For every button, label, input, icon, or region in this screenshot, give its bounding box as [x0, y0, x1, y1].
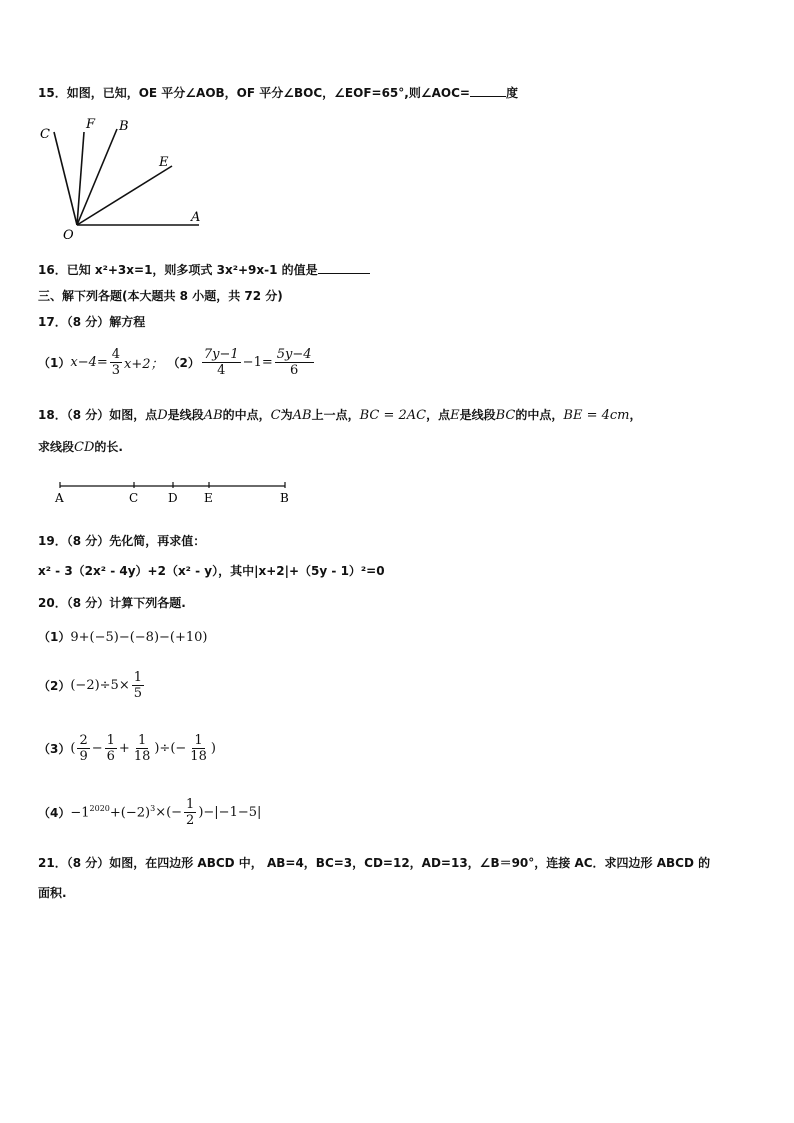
q20-p1 — [38, 628, 208, 645]
q17-p2-fraction2 — [275, 347, 314, 378]
q15-angle-figure — [35, 115, 215, 245]
q16-question: 16．已知 x²+3x=1，则多项式 3x²+9x-1 的值是 — [38, 263, 318, 277]
q15-answer-blank[interactable] — [470, 85, 506, 97]
q20-p2-fraction — [132, 670, 144, 701]
q21-line2-text: 面积. — [38, 886, 67, 900]
q20-p4-c: ×(− — [155, 805, 183, 820]
q17-p2-fraction1 — [202, 347, 241, 378]
q17-p2-mid: −1= — [242, 355, 273, 370]
section3-title — [38, 287, 283, 304]
q18-text-h: 的中点， — [515, 408, 564, 422]
frac-den: 6 — [289, 363, 299, 378]
q18-line1 — [38, 406, 642, 423]
q19-expression: x² - 3（2x² - 4y）+2（x² - y），其中|x+2|+（5y - 1）²=0 — [38, 564, 385, 578]
q20-p3-label: （3） — [38, 742, 71, 756]
q20-p4-fraction — [184, 797, 196, 828]
q20-p4-a: −1 — [70, 805, 90, 821]
frac-num: 1 — [133, 670, 143, 685]
q18-text-b: 是线段 — [167, 408, 204, 422]
frac-num: 7y−1 — [203, 347, 239, 362]
frac-num: 1 — [194, 733, 203, 748]
frac-num: 4 — [111, 347, 121, 362]
q18-line2 — [38, 438, 123, 455]
frac-num: 2 — [79, 733, 88, 748]
q20-p3-frac4 — [188, 733, 209, 764]
q20-p2 — [38, 670, 146, 701]
q17-p2-label: （2） — [167, 356, 200, 370]
q20-p4-exp1: 2020 — [89, 804, 110, 814]
q18-BC: BC — [495, 408, 516, 423]
q18-C: C — [270, 408, 281, 423]
label-O: O — [63, 228, 74, 243]
label-B: B — [119, 119, 129, 134]
frac-den: 3 — [111, 363, 121, 378]
q17-equations — [38, 347, 316, 378]
q15-question: 15．如图，已知，OE 平分∠AOB，OF 平分∠BOC，∠EOF=65°,则∠AOC= — [38, 86, 470, 100]
label-A: A — [191, 210, 201, 225]
q21-line1-text: 21．（8 分）如图，在四边形 ABCD 中， AB=4，BC=3，CD=12，AD=13，∠B＝90°，连接 AC．求四边形 ABCD 的 — [38, 856, 711, 870]
q15-unit: 度 — [505, 86, 518, 100]
q20-p3-end: ) — [210, 741, 216, 756]
q16-answer-blank[interactable] — [318, 262, 370, 274]
q21-line2 — [38, 884, 67, 901]
q18-text-g: 是线段 — [459, 408, 496, 422]
label-F: F — [86, 117, 96, 132]
q18-CD: CD — [74, 440, 95, 455]
q19-expr — [38, 562, 385, 579]
q20-p2-label: （2） — [38, 679, 71, 693]
q18-eq2: BE = 4cm — [563, 408, 630, 423]
q20-p3-close: )÷(− — [154, 741, 187, 756]
q18-AB2: AB — [292, 408, 312, 423]
frac-num: 1 — [106, 733, 115, 748]
q18-AB: AB — [203, 408, 223, 423]
q15-text — [38, 84, 518, 101]
frac-den: 18 — [133, 749, 151, 764]
seg-label-B: B — [280, 491, 289, 505]
q20-p4-b: +(−2) — [109, 805, 151, 821]
q20-p3-op1: − — [91, 741, 103, 756]
q18-D: D — [157, 408, 168, 423]
q20-title-text: 20．（8 分）计算下列各题. — [38, 596, 186, 610]
q20-p3-open: ( — [70, 741, 76, 756]
q17-p1-label: （1） — [38, 356, 71, 370]
label-E: E — [159, 155, 169, 170]
q18-text-c: 的中点， — [222, 408, 271, 422]
seg-label-D: D — [168, 491, 178, 505]
q16-text — [38, 261, 370, 278]
ray-OC — [54, 132, 77, 225]
frac-den: 5 — [133, 686, 143, 701]
q20-p3-frac1 — [77, 733, 89, 764]
q20-p4-exp2: 3 — [150, 804, 156, 814]
q20-p4-d: )−|−1−5| — [198, 805, 262, 820]
q20-p3-op2: + — [118, 741, 130, 756]
frac-num: 5y−4 — [276, 347, 312, 362]
frac-den: 4 — [217, 363, 226, 378]
seg-label-C: C — [129, 491, 139, 505]
q17-title — [38, 313, 145, 330]
q17-title-text: 17．（8 分）解方程 — [38, 315, 146, 329]
frac-num: 1 — [186, 797, 195, 812]
q20-p4 — [38, 797, 261, 828]
q21-line1 — [38, 854, 710, 871]
q18-text-d: 为 — [280, 408, 293, 422]
frac-den: 6 — [106, 749, 115, 764]
frac-den: 2 — [186, 813, 195, 828]
q20-p4-term1 — [70, 804, 110, 820]
frac-den: 18 — [190, 749, 207, 764]
q20-p3-frac3 — [132, 733, 153, 764]
q18-text-a: 18．（8 分）如图，点 — [38, 408, 158, 422]
seg-label-A: A — [55, 491, 64, 505]
q20-p3 — [38, 733, 216, 764]
q20-p4-term2 — [110, 804, 155, 820]
label-C: C — [40, 127, 50, 142]
seg-label-E: E — [204, 491, 213, 505]
q19-title — [38, 532, 205, 549]
q18-text-line2b: 的长. — [94, 440, 123, 454]
q20-p1-label: （1） — [38, 630, 71, 644]
q18-eq1: BC = 2AC — [359, 408, 427, 423]
q20-p3-frac2 — [105, 733, 117, 764]
q17-p1-rhs: x+2； — [124, 357, 164, 372]
q18-text-e: 上一点， — [311, 408, 360, 422]
frac-den: 9 — [79, 749, 88, 764]
q18-text-line2a: 求线段 — [38, 440, 75, 454]
q17-p1-fraction — [110, 347, 122, 378]
q18-text-f: ，点 — [426, 408, 451, 422]
ray-OE — [77, 166, 172, 225]
frac-num: 1 — [137, 733, 147, 748]
section3-title-text: 三、解下列各题(本大题共 8 小题，共 72 分) — [38, 289, 283, 303]
q18-text-i: ， — [629, 408, 642, 422]
q20-p2-expr: (−2)÷5× — [70, 678, 130, 693]
q20-p1-expr: 9+(−5)−(−8)−(+10) — [70, 630, 208, 645]
q20-title — [38, 594, 186, 611]
q20-p4-label: （4） — [38, 806, 71, 820]
q17-p1-lhs: x−4= — [70, 355, 108, 370]
q19-title-text: 19．（8 分）先化简，再求值： — [38, 534, 206, 548]
q18-segment-figure — [50, 476, 320, 510]
q18-E: E — [450, 408, 460, 423]
